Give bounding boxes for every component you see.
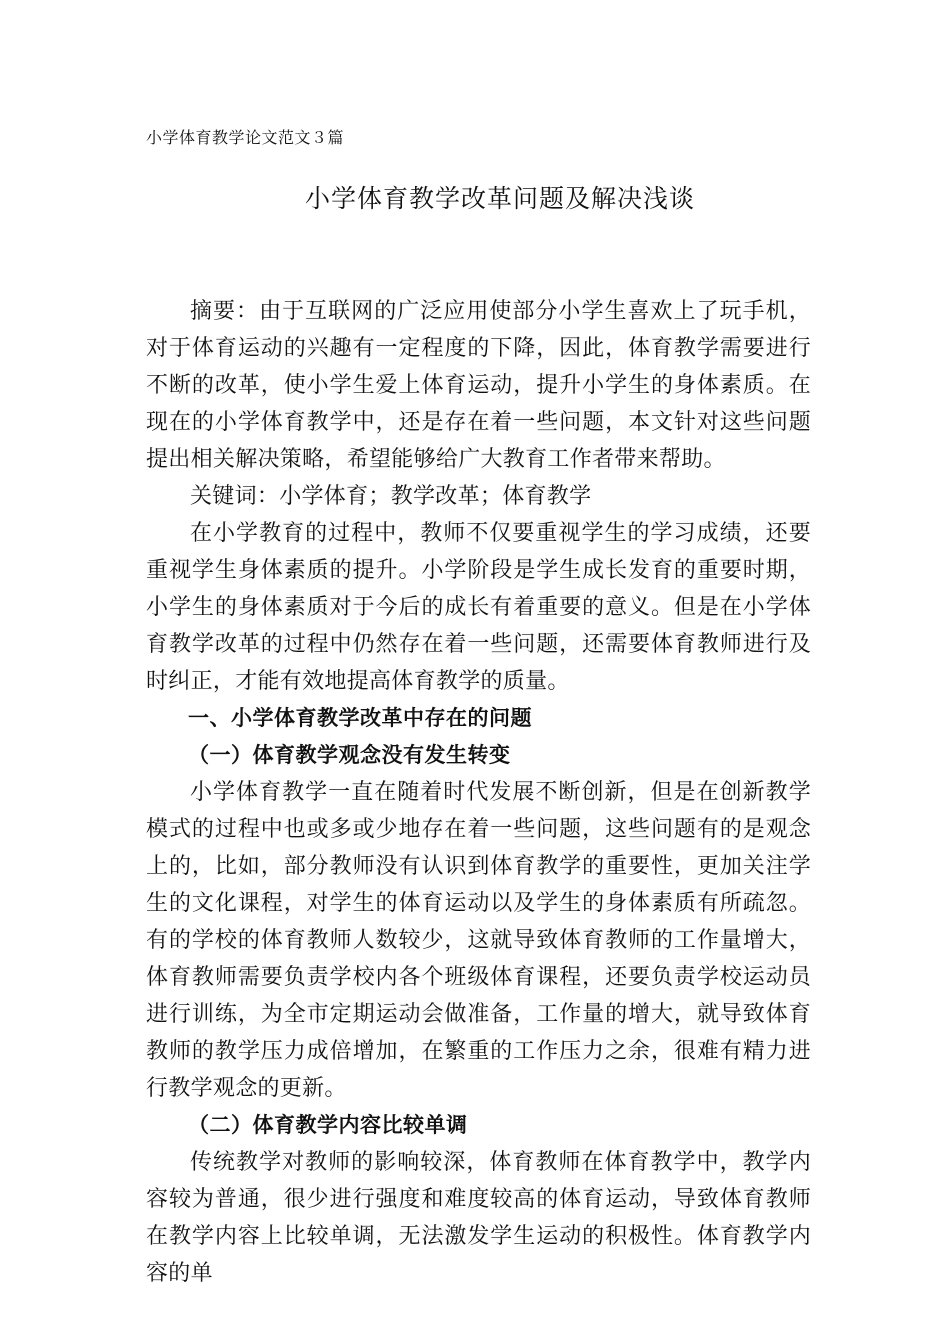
keywords-paragraph: 关键词：小学体育；教学改革；体育教学 <box>190 484 592 509</box>
body-paragraph-2: 传统教学对教师的影响较深，体育教师在体育教学中，教学内容较为普通，很少进行强度和难度较高的体育运动，导致体育教师在教学内容上比较单调，无法激发学生运动的积极性。体育教学内容的单 <box>146 1150 811 1286</box>
intro-paragraph: 在小学教育的过程中，教师不仅要重视学生的学习成绩，还要重视学生身体素质的提升。小学阶段是学生成长发育的重要时期，小学生的身体素质对于今后的成长有着重要的意义。但是在小学体育教学改革的过程中仍然存在着一些问题，还需要体育教师进行及时纠正，才能有效地提高体育教学的质量。 <box>146 521 811 694</box>
subsection-heading-1: （一）体育教学观念没有发生转变 <box>188 743 511 767</box>
abstract-paragraph: 摘要：由于互联网的广泛应用使部分小学生喜欢上了玩手机，对于体育运动的兴趣有一定程度的下降，因此，体育教学需要进行不断的改革，使小学生爱上体育运动，提升小学生的身体素质。在现在的小学体育教学中，还是存在着一些问题，本文针对这些问题提出相关解决策略，希望能够给广大教育工作者带来帮助。 <box>146 299 811 472</box>
document-header: 小学体育教学论文范文３篇 <box>146 128 345 147</box>
article-title: 小学体育教学改革问题及解决浅谈 <box>304 184 695 213</box>
article-body <box>146 293 811 1292</box>
body-paragraph-1: 小学体育教学一直在随着时代发展不断创新，但是在创新教学模式的过程中也或多或少地存在着一些问题，这些问题有的是观念上的，比如，部分教师没有认识到体育教学的重要性，更加关注学生的文化课程，对学生的体育运动以及学生的身体素质有所疏忽。有的学校的体育教师人数较少，这就导致体育教师的工作量增大，体育教师需要负责学校内各个班级体育课程，还要负责学校运动员进行训练，为全市定期运动会做准备，工作量的增大，就导致体育教师的教学压力成倍增加，在繁重的工作压力之余，很难有精力进行教学观念的更新。 <box>146 780 811 1101</box>
subsection-heading-2: （二）体育教学内容比较单调 <box>188 1113 468 1137</box>
section-heading-1: 一、小学体育教学改革中存在的问题 <box>188 706 532 730</box>
